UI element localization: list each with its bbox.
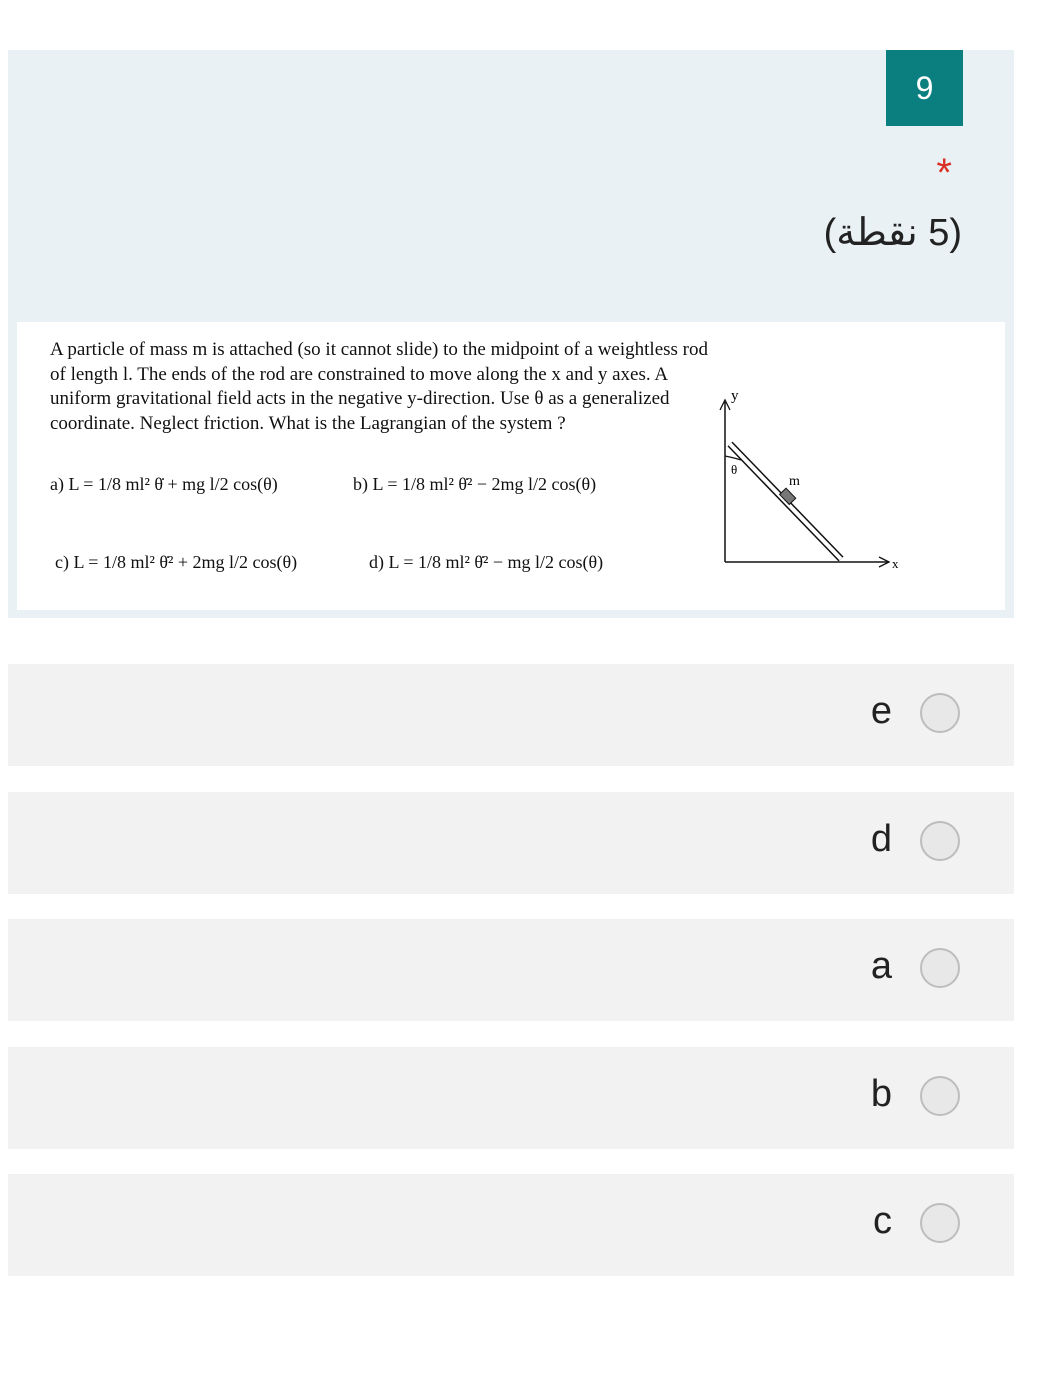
radio-button[interactable]	[920, 1203, 960, 1243]
points-label: (5 نقطة)	[823, 212, 962, 254]
radio-button[interactable]	[920, 1076, 960, 1116]
option-label: a	[870, 945, 892, 987]
option-label: e	[870, 690, 892, 732]
option-row-b[interactable]	[8, 1047, 1014, 1149]
choice-d-text: d) L = 1/8 ml² θ̇² − mg l/2 cos(θ)	[369, 552, 604, 572]
mass-label: m	[789, 474, 800, 489]
option-label: d	[870, 818, 892, 860]
question-number-badge: 9	[886, 50, 963, 126]
option-row-d[interactable]	[8, 792, 1014, 894]
question-card	[8, 50, 1014, 618]
y-axis-label: y	[731, 388, 739, 404]
option-row-c[interactable]	[8, 1174, 1014, 1276]
radio-button[interactable]	[920, 693, 960, 733]
radio-button[interactable]	[920, 948, 960, 988]
choice-a-text: a) L = 1/8 ml² θ̇ + mg l/2 cos(θ)	[50, 474, 278, 494]
choice-b-text: b) L = 1/8 ml² θ̇² − 2mg l/2 cos(θ)	[353, 474, 597, 494]
option-label: c	[873, 1200, 892, 1242]
option-row-a[interactable]	[8, 919, 1014, 1021]
option-label: b	[870, 1073, 892, 1115]
x-axis-label: x	[892, 556, 899, 571]
required-asterisk: *	[936, 151, 952, 195]
radio-button[interactable]	[920, 821, 960, 861]
question-text: A particle of mass m is attached (so it cannot slide) to the midpoint of a weightless rod of length l. The ends of the rod are constrained to move along the x and y axes. A uniform gravitational field acts in the negative y-direction. Use θ as a generalized coordinate. Neglect friction. What is the Lagrangian of the system ?	[50, 339, 708, 434]
choice-c-text: c) L = 1/8 ml² θ̇² + 2mg l/2 cos(θ)	[55, 552, 298, 572]
option-row-e[interactable]	[8, 664, 1014, 766]
question-image	[17, 322, 1005, 610]
theta-label: θ	[731, 462, 738, 477]
rod-diagram	[697, 384, 917, 584]
